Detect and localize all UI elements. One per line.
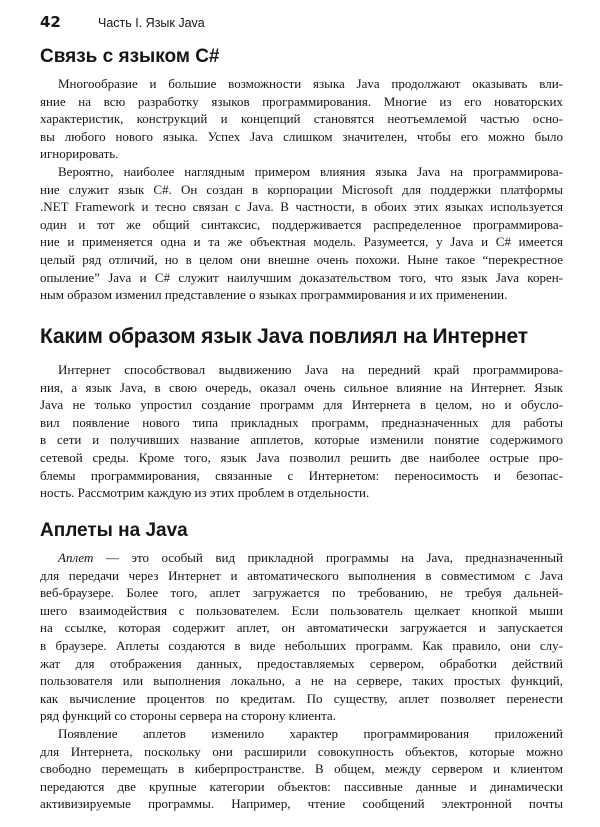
text-line: пользователя или выполнения локально, а не на сервере, таких простых функций, xyxy=(40,673,563,689)
text-line: ным образом изменил представление о языках программирования и их применении. xyxy=(40,287,508,303)
text-line: веб-браузере. Более того, аплет загружается по требованию, не требуя дальней- xyxy=(40,585,563,601)
page-number: 42 xyxy=(40,13,61,31)
text-line: в сети и получивших название апплетов, которые изменили понятие содержимого xyxy=(40,432,563,448)
page-header xyxy=(40,13,205,33)
text-line: как вычисление процентов по кредитам. По существу, аплет позволяет перенести xyxy=(40,690,563,706)
text-line: Java не только упростил создание программ для Интернета в целом, но и обусло- xyxy=(40,397,563,413)
section-body-applets xyxy=(40,549,563,813)
running-title: Часть I. Язык Java xyxy=(98,16,205,30)
text-line: жат для отображения данных, предоставляемых сервером, обработки действий xyxy=(40,655,563,671)
text-line: шего взаимодействия с пользователем. Если пользователь щелкает кнопкой мыши xyxy=(40,602,563,618)
text-line: передаются две крупные категории объектов: пассивные данные и динамически xyxy=(40,778,563,794)
text-line: Вероятно, наиболее наглядным примером влияния языка Java на программирова- xyxy=(58,163,563,179)
paragraph xyxy=(40,361,563,502)
line-text: — это особый вид прикладной программы на Java, предназначенный xyxy=(93,550,563,565)
section-body-csharp xyxy=(40,75,563,304)
text-line: ния, а язык Java, в свою очередь, оказал очень сильное влияние на Интернет. Язык xyxy=(40,379,563,395)
text-line: Интернет способствовал выдвижению Java на передний край программирова- xyxy=(58,362,563,377)
text-line: вил появление нового типа прикладных программ, предназначенных для работы xyxy=(40,414,563,430)
paragraph xyxy=(40,725,563,813)
text-line: игнорировать. xyxy=(40,146,119,162)
text-line: сетевой среды. Кроме того, язык Java позволил решить две наиболее острые про- xyxy=(40,449,563,465)
text-line: в браузере. Аплеты создаются в виде небольших программ. Как правило, они слу- xyxy=(40,637,563,653)
section-heading-applets: Аплеты на Java xyxy=(40,520,188,541)
text-line: ность. Рассмотрим каждую из этих проблем в отдельности. xyxy=(40,485,370,501)
text-line: ряд функций со стороны сервера на сторону клиента. xyxy=(40,708,336,724)
text-line: активизируемые программы. Например, чтение сообщений электронной почты xyxy=(40,796,563,812)
text-line: для передачи через Интернет и автоматического выполнения в совместимом с Java xyxy=(40,567,563,583)
paragraph xyxy=(40,163,563,304)
text-line: опыление” Java и C# служит наилучшим доказательством того, что язык Java корен- xyxy=(40,269,563,285)
section-heading-java-internet: Каким образом язык Java повлиял на Интернет xyxy=(40,325,528,348)
term-italic: Аплет xyxy=(58,550,94,565)
text-line: .NET Framework и тесно связан с Java. В частности, в обоих этих языках используется xyxy=(40,199,563,215)
text-line: блемы программирования, связанные с Интернетом: переносимость и безопас- xyxy=(40,467,563,483)
text-line: ние служит язык C#. Он создан в корпорации Microsoft для поддержки платформы xyxy=(40,181,563,197)
text-line: один и тот же общий синтаксис, поддерживается распределенное программирова- xyxy=(40,216,563,232)
text-line: на ссылке, которая содержит аплет, он автоматически загружается и запускается xyxy=(40,620,563,636)
text-line: Многообразие и большие возможности языка Java продолжают оказывать вли- xyxy=(58,76,563,91)
text-line xyxy=(40,549,563,567)
text-line: целый ряд отличий, но в целом они внешне очень похожи. Ныне такое “перекрестное xyxy=(40,251,563,267)
section-heading-csharp: Связь с языком C# xyxy=(40,46,220,67)
text-line: ние и применяется одна и та же объектная модель. Разумеется, у Java и C# имеется xyxy=(40,234,563,250)
section-body-java-internet xyxy=(40,361,563,502)
text-line: яние на всю разработку языков программирования. Многие из его новаторских xyxy=(40,93,563,109)
text-line: вы любого нового языка. Успех Java слишком значителен, чтобы его можно было xyxy=(40,128,563,144)
text-line: для Интернета, поскольку они расширили совокупность объектов, которые можно xyxy=(40,743,563,759)
text-line: Появление аплетов изменило характер программирования приложений xyxy=(58,725,563,741)
text-line: свободно перемещать в киберпространстве. В общем, между сервером и клиентом xyxy=(40,761,563,777)
text-line: характеристик, конструкций и концепций становятся неотъемлемой частью осно- xyxy=(40,111,563,127)
paragraph xyxy=(40,549,563,725)
paragraph xyxy=(40,75,563,163)
